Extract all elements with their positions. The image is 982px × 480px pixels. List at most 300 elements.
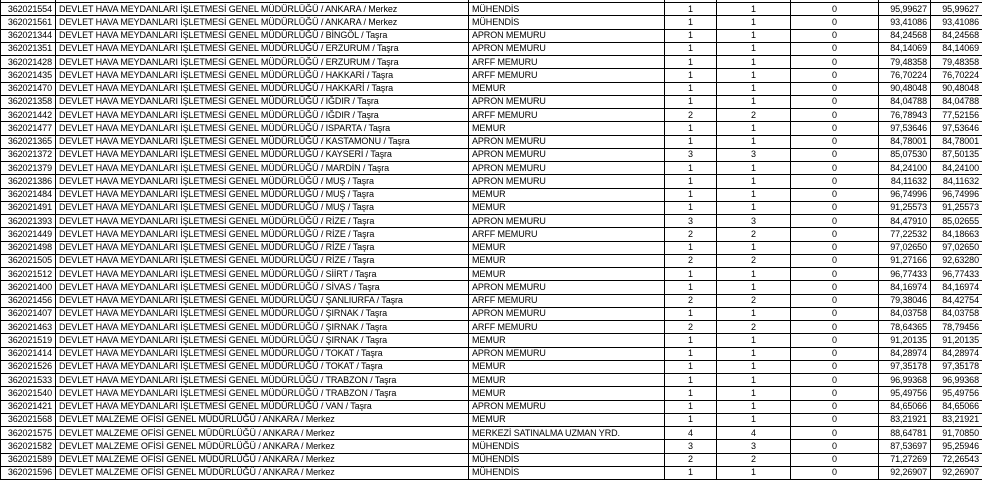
cell-min-score: 92,26907 (879, 466, 931, 479)
cell-institution: DEVLET HAVA MEYDANLARI İŞLETMESİ GENEL MÜDÜRLÜĞÜ / ŞIRNAK / Taşra (56, 334, 469, 347)
cell-position-title: APRON MEMURU (469, 347, 665, 360)
cell-max-score: 84,24100 (931, 162, 982, 175)
cell-min-score: 90,48048 (879, 82, 931, 95)
cell-placed-count: 1 (717, 466, 791, 479)
cell-empty-count: 0 (791, 135, 879, 148)
cell-placed-count: 2 (717, 228, 791, 241)
cell-empty-count: 0 (791, 228, 879, 241)
cell-institution: DEVLET HAVA MEYDANLARI İŞLETMESİ GENEL MÜDÜRLÜĞÜ / MUŞ / Taşra (56, 175, 469, 188)
cell-max-score: 92,26907 (931, 466, 982, 479)
cell-candidate-code: 362021358 (1, 95, 56, 108)
cell-institution: DEVLET HAVA MEYDANLARI İŞLETMESİ GENEL MÜDÜRLÜĞÜ / HAKKARİ / Taşra (56, 82, 469, 95)
cell-institution: DEVLET HAVA MEYDANLARI İŞLETMESİ GENEL MÜDÜRLÜĞÜ / RİZE / Taşra (56, 254, 469, 267)
cell-quota: 1 (665, 122, 717, 135)
table-row (1, 56, 982, 69)
table-row (1, 307, 982, 320)
cell-max-score: 85,02655 (931, 215, 982, 228)
cell-empty-count: 0 (791, 413, 879, 426)
cell-quota: 1 (665, 281, 717, 294)
cell-institution: DEVLET MALZEME OFİSİ GENEL MÜDÜRLÜĞÜ / ANKARA / Merkez (56, 440, 469, 453)
cell-max-score: 93,41086 (931, 16, 982, 29)
cell-quota: 2 (665, 321, 717, 334)
cell-placed-count: 1 (717, 175, 791, 188)
cell-position-title: ARFF MEMURU (469, 56, 665, 69)
cell-empty-count: 0 (791, 334, 879, 347)
cell-placed-count: 1 (717, 29, 791, 42)
cell-candidate-code: 362021449 (1, 228, 56, 241)
cell-empty-count: 0 (791, 281, 879, 294)
cell-empty-count: 0 (791, 56, 879, 69)
cell-quota: 2 (665, 228, 717, 241)
cell-position-title: MEMUR (469, 201, 665, 214)
cell-institution: DEVLET HAVA MEYDANLARI İŞLETMESİ GENEL MÜDÜRLÜĞÜ / ISPARTA / Taşra (56, 122, 469, 135)
cell-min-score: 88,64781 (879, 427, 931, 440)
cell-placed-count: 2 (717, 294, 791, 307)
table-row (1, 95, 982, 108)
cell-candidate-code: 362021498 (1, 241, 56, 254)
cell-max-score: 95,25946 (931, 440, 982, 453)
cell-institution: DEVLET HAVA MEYDANLARI İŞLETMESİ GENEL MÜDÜRLÜĞÜ / RİZE / Taşra (56, 241, 469, 254)
cell-institution: DEVLET HAVA MEYDANLARI İŞLETMESİ GENEL MÜDÜRLÜĞÜ / IĞDIR / Taşra (56, 109, 469, 122)
cell-institution: DEVLET HAVA MEYDANLARI İŞLETMESİ GENEL MÜDÜRLÜĞÜ / TOKAT / Taşra (56, 347, 469, 360)
table-row (1, 109, 982, 122)
cell-candidate-code: 362021512 (1, 268, 56, 281)
cell-position-title: APRON MEMURU (469, 135, 665, 148)
cell-empty-count: 0 (791, 347, 879, 360)
cell-min-score: 79,38046 (879, 294, 931, 307)
cell-min-score: 78,64365 (879, 321, 931, 334)
cell-empty-count: 0 (791, 3, 879, 16)
cell-max-score: 83,21921 (931, 413, 982, 426)
cell-empty-count: 0 (791, 387, 879, 400)
cell-position-title: APRON MEMURU (469, 215, 665, 228)
cell-placed-count: 1 (717, 188, 791, 201)
cell-institution: DEVLET HAVA MEYDANLARI İŞLETMESİ GENEL MÜDÜRLÜĞÜ / TRABZON / Taşra (56, 387, 469, 400)
cell-candidate-code: 362021386 (1, 175, 56, 188)
cell-institution: DEVLET HAVA MEYDANLARI İŞLETMESİ GENEL MÜDÜRLÜĞÜ / TRABZON / Taşra (56, 374, 469, 387)
cell-quota: 1 (665, 135, 717, 148)
cell-max-score: 72,26543 (931, 453, 982, 466)
cell-placed-count: 3 (717, 215, 791, 228)
cell-placed-count: 1 (717, 374, 791, 387)
cell-placed-count: 1 (717, 334, 791, 347)
table-row (1, 387, 982, 400)
cell-institution: DEVLET HAVA MEYDANLARI İŞLETMESİ GENEL MÜDÜRLÜĞÜ / SİVAS / Taşra (56, 281, 469, 294)
cell-candidate-code: 362021533 (1, 374, 56, 387)
cell-empty-count: 0 (791, 360, 879, 373)
cell-min-score: 84,28974 (879, 347, 931, 360)
cell-quota: 3 (665, 440, 717, 453)
cell-placed-count: 1 (717, 69, 791, 82)
cell-max-score: 97,53646 (931, 122, 982, 135)
cell-max-score: 84,04788 (931, 95, 982, 108)
cell-candidate-code: 362021456 (1, 294, 56, 307)
cell-max-score: 84,16974 (931, 281, 982, 294)
cell-institution: DEVLET MALZEME OFİSİ GENEL MÜDÜRLÜĞÜ / ANKARA / Merkez (56, 413, 469, 426)
cell-quota: 1 (665, 69, 717, 82)
table-row (1, 241, 982, 254)
cell-empty-count: 0 (791, 241, 879, 254)
cell-min-score: 71,27269 (879, 453, 931, 466)
table-row (1, 281, 982, 294)
cell-position-title: MEMUR (469, 188, 665, 201)
table-row (1, 69, 982, 82)
cell-max-score: 84,42754 (931, 294, 982, 307)
cell-quota: 1 (665, 42, 717, 55)
cell-institution: DEVLET HAVA MEYDANLARI İŞLETMESİ GENEL MÜDÜRLÜĞÜ / KAYSERİ / Taşra (56, 148, 469, 161)
cell-min-score: 95,49756 (879, 387, 931, 400)
cell-quota: 1 (665, 95, 717, 108)
cell-candidate-code: 362021372 (1, 148, 56, 161)
cell-empty-count: 0 (791, 69, 879, 82)
cell-placed-count: 1 (717, 16, 791, 29)
table-row (1, 82, 982, 95)
cell-placed-count: 2 (717, 321, 791, 334)
cell-min-score: 91,25573 (879, 201, 931, 214)
cell-max-score: 78,79456 (931, 321, 982, 334)
cell-institution: DEVLET MALZEME OFİSİ GENEL MÜDÜRLÜĞÜ / ANKARA / Merkez (56, 466, 469, 479)
cell-min-score: 91,20135 (879, 334, 931, 347)
cell-max-score: 76,70224 (931, 69, 982, 82)
cell-institution: DEVLET HAVA MEYDANLARI İŞLETMESİ GENEL MÜDÜRLÜĞÜ / ANKARA / Merkez (56, 16, 469, 29)
table-row (1, 188, 982, 201)
cell-quota: 1 (665, 16, 717, 29)
cell-placed-count: 2 (717, 254, 791, 267)
cell-quota: 1 (665, 334, 717, 347)
table-row (1, 374, 982, 387)
cell-min-score: 84,78001 (879, 135, 931, 148)
cell-position-title: APRON MEMURU (469, 29, 665, 42)
cell-max-score: 84,18663 (931, 228, 982, 241)
cell-max-score: 92,63280 (931, 254, 982, 267)
cell-max-score: 96,74996 (931, 188, 982, 201)
cell-institution: DEVLET HAVA MEYDANLARI İŞLETMESİ GENEL MÜDÜRLÜĞÜ / MUŞ / Taşra (56, 188, 469, 201)
cell-placed-count: 4 (717, 427, 791, 440)
table-row (1, 201, 982, 214)
cell-placed-count: 1 (717, 56, 791, 69)
cell-position-title: APRON MEMURU (469, 95, 665, 108)
cell-quota: 1 (665, 413, 717, 426)
cell-candidate-code: 362021344 (1, 29, 56, 42)
cell-min-score: 91,27166 (879, 254, 931, 267)
cell-quota: 1 (665, 387, 717, 400)
cell-position-title: APRON MEMURU (469, 281, 665, 294)
cell-min-score: 87,53697 (879, 440, 931, 453)
cell-min-score: 97,53646 (879, 122, 931, 135)
table-row (1, 321, 982, 334)
cell-quota: 3 (665, 148, 717, 161)
cell-max-score: 77,52156 (931, 109, 982, 122)
cell-min-score: 84,65066 (879, 400, 931, 413)
cell-empty-count: 0 (791, 268, 879, 281)
cell-institution: DEVLET HAVA MEYDANLARI İŞLETMESİ GENEL MÜDÜRLÜĞÜ / TOKAT / Taşra (56, 360, 469, 373)
cell-max-score: 91,25573 (931, 201, 982, 214)
cell-position-title: ARFF MEMURU (469, 321, 665, 334)
cell-placed-count: 1 (717, 122, 791, 135)
cell-placed-count: 1 (717, 281, 791, 294)
cell-institution: DEVLET HAVA MEYDANLARI İŞLETMESİ GENEL MÜDÜRLÜĞÜ / ŞANLIURFA / Taşra (56, 294, 469, 307)
cell-max-score: 87,50135 (931, 148, 982, 161)
cell-max-score: 95,99627 (931, 3, 982, 16)
cell-placed-count: 1 (717, 201, 791, 214)
cell-quota: 2 (665, 294, 717, 307)
cell-max-score: 91,20135 (931, 334, 982, 347)
cell-empty-count: 0 (791, 254, 879, 267)
table-row (1, 427, 982, 440)
table-row (1, 294, 982, 307)
cell-quota: 1 (665, 360, 717, 373)
cell-placed-count: 2 (717, 109, 791, 122)
table-row (1, 268, 982, 281)
cell-position-title: MÜHENDİS (469, 453, 665, 466)
cell-candidate-code: 362021491 (1, 201, 56, 214)
cell-position-title: MÜHENDİS (469, 3, 665, 16)
cell-institution: DEVLET MALZEME OFİSİ GENEL MÜDÜRLÜĞÜ / ANKARA / Merkez (56, 453, 469, 466)
cell-empty-count: 0 (791, 42, 879, 55)
cell-min-score: 84,16974 (879, 281, 931, 294)
cell-placed-count: 1 (717, 95, 791, 108)
table-row (1, 135, 982, 148)
cell-quota: 1 (665, 162, 717, 175)
cell-max-score: 84,03758 (931, 307, 982, 320)
cell-min-score: 84,14069 (879, 42, 931, 55)
cell-candidate-code: 362021463 (1, 321, 56, 334)
cell-quota: 4 (665, 427, 717, 440)
cell-placed-count: 1 (717, 268, 791, 281)
cell-max-score: 90,48048 (931, 82, 982, 95)
cell-position-title: MEMUR (469, 122, 665, 135)
cell-position-title: MEMUR (469, 254, 665, 267)
cell-position-title: MEMUR (469, 374, 665, 387)
cell-min-score: 85,07530 (879, 148, 931, 161)
cell-empty-count: 0 (791, 374, 879, 387)
cell-max-score: 84,24568 (931, 29, 982, 42)
cell-institution: DEVLET HAVA MEYDANLARI İŞLETMESİ GENEL MÜDÜRLÜĞÜ / HAKKARİ / Taşra (56, 69, 469, 82)
cell-max-score: 97,02650 (931, 241, 982, 254)
cell-candidate-code: 362021582 (1, 440, 56, 453)
table-row (1, 453, 982, 466)
table-row (1, 440, 982, 453)
cell-institution: DEVLET HAVA MEYDANLARI İŞLETMESİ GENEL MÜDÜRLÜĞÜ / MUŞ / Taşra (56, 201, 469, 214)
table-row (1, 162, 982, 175)
cell-min-score: 96,77433 (879, 268, 931, 281)
cell-placed-count: 1 (717, 3, 791, 16)
cell-candidate-code: 362021589 (1, 453, 56, 466)
cell-candidate-code: 362021351 (1, 42, 56, 55)
cell-position-title: MEMUR (469, 334, 665, 347)
cell-position-title: APRON MEMURU (469, 162, 665, 175)
table-row (1, 122, 982, 135)
cell-quota: 1 (665, 175, 717, 188)
cell-placed-count: 1 (717, 400, 791, 413)
cell-position-title: MÜHENDİS (469, 16, 665, 29)
cell-institution: DEVLET HAVA MEYDANLARI İŞLETMESİ GENEL MÜDÜRLÜĞÜ / KASTAMONU / Taşra (56, 135, 469, 148)
table-row (1, 413, 982, 426)
cell-institution: DEVLET HAVA MEYDANLARI İŞLETMESİ GENEL MÜDÜRLÜĞÜ / SİİRT / Taşra (56, 268, 469, 281)
cell-quota: 1 (665, 466, 717, 479)
cell-institution: DEVLET HAVA MEYDANLARI İŞLETMESİ GENEL MÜDÜRLÜĞÜ / BİNGÖL / Taşra (56, 29, 469, 42)
table-row (1, 254, 982, 267)
cell-max-score: 84,78001 (931, 135, 982, 148)
cell-institution: DEVLET MALZEME OFİSİ GENEL MÜDÜRLÜĞÜ / ANKARA / Merkez (56, 427, 469, 440)
cell-min-score: 95,99627 (879, 3, 931, 16)
cell-min-score: 84,04788 (879, 95, 931, 108)
cell-empty-count: 0 (791, 321, 879, 334)
cell-max-score: 84,65066 (931, 400, 982, 413)
cell-candidate-code: 362021540 (1, 387, 56, 400)
table-row (1, 16, 982, 29)
cell-empty-count: 0 (791, 215, 879, 228)
cell-quota: 2 (665, 109, 717, 122)
cell-position-title: ARFF MEMURU (469, 109, 665, 122)
cell-candidate-code: 362021596 (1, 466, 56, 479)
cell-empty-count: 0 (791, 466, 879, 479)
cell-min-score: 84,24100 (879, 162, 931, 175)
cell-position-title: MEMUR (469, 268, 665, 281)
cell-empty-count: 0 (791, 175, 879, 188)
cell-candidate-code: 362021561 (1, 16, 56, 29)
cell-candidate-code: 362021421 (1, 400, 56, 413)
cell-institution: DEVLET HAVA MEYDANLARI İŞLETMESİ GENEL MÜDÜRLÜĞÜ / MARDİN / Taşra (56, 162, 469, 175)
cell-position-title: MERKEZİ SATINALMA UZMAN YRD. (469, 427, 665, 440)
cell-placed-count: 1 (717, 360, 791, 373)
cell-candidate-code: 362021435 (1, 69, 56, 82)
cell-quota: 1 (665, 56, 717, 69)
cell-quota: 1 (665, 3, 717, 16)
cell-empty-count: 0 (791, 307, 879, 320)
cell-candidate-code: 362021505 (1, 254, 56, 267)
cell-institution: DEVLET HAVA MEYDANLARI İŞLETMESİ GENEL MÜDÜRLÜĞÜ / ERZURUM / Taşra (56, 42, 469, 55)
cell-max-score: 96,99368 (931, 374, 982, 387)
cell-position-title: APRON MEMURU (469, 400, 665, 413)
cell-candidate-code: 362021575 (1, 427, 56, 440)
cell-empty-count: 0 (791, 162, 879, 175)
table-row (1, 360, 982, 373)
cell-placed-count: 1 (717, 347, 791, 360)
cell-candidate-code: 362021379 (1, 162, 56, 175)
table-row (1, 466, 982, 479)
cell-candidate-code: 362021484 (1, 188, 56, 201)
cell-candidate-code: 362021568 (1, 413, 56, 426)
cell-placed-count: 2 (717, 453, 791, 466)
cell-candidate-code: 362021400 (1, 281, 56, 294)
table-row (1, 148, 982, 161)
table-row (1, 29, 982, 42)
cell-candidate-code: 362021526 (1, 360, 56, 373)
cell-empty-count: 0 (791, 16, 879, 29)
cell-empty-count: 0 (791, 148, 879, 161)
cell-candidate-code: 362021428 (1, 56, 56, 69)
cell-placed-count: 1 (717, 413, 791, 426)
cell-quota: 1 (665, 268, 717, 281)
cell-empty-count: 0 (791, 400, 879, 413)
cell-empty-count: 0 (791, 188, 879, 201)
cell-empty-count: 0 (791, 29, 879, 42)
cell-quota: 1 (665, 188, 717, 201)
cell-position-title: ARFF MEMURU (469, 69, 665, 82)
cell-max-score: 79,48358 (931, 56, 982, 69)
placement-table-body (1, 0, 982, 480)
cell-empty-count: 0 (791, 95, 879, 108)
cell-quota: 1 (665, 347, 717, 360)
cell-min-score: 83,21921 (879, 413, 931, 426)
cell-max-score: 84,14069 (931, 42, 982, 55)
cell-position-title: APRON MEMURU (469, 148, 665, 161)
table-row (1, 334, 982, 347)
cell-candidate-code: 362021470 (1, 82, 56, 95)
table-row (1, 347, 982, 360)
cell-quota: 1 (665, 201, 717, 214)
cell-position-title: APRON MEMURU (469, 175, 665, 188)
cell-placed-count: 1 (717, 241, 791, 254)
cell-quota: 1 (665, 400, 717, 413)
cell-candidate-code: 362021477 (1, 122, 56, 135)
cell-institution: DEVLET HAVA MEYDANLARI İŞLETMESİ GENEL MÜDÜRLÜĞÜ / ANKARA / Merkez (56, 3, 469, 16)
cell-candidate-code: 362021414 (1, 347, 56, 360)
cell-min-score: 77,22532 (879, 228, 931, 241)
cell-min-score: 96,99368 (879, 374, 931, 387)
cell-quota: 1 (665, 307, 717, 320)
cell-min-score: 96,74996 (879, 188, 931, 201)
cell-min-score: 76,78943 (879, 109, 931, 122)
cell-candidate-code: 362021407 (1, 307, 56, 320)
table-row (1, 215, 982, 228)
cell-position-title: APRON MEMURU (469, 42, 665, 55)
cell-min-score: 84,03758 (879, 307, 931, 320)
cell-empty-count: 0 (791, 440, 879, 453)
cell-max-score: 84,11632 (931, 175, 982, 188)
cell-institution: DEVLET HAVA MEYDANLARI İŞLETMESİ GENEL MÜDÜRLÜĞÜ / IĞDIR / Taşra (56, 95, 469, 108)
cell-position-title: ARFF MEMURU (469, 228, 665, 241)
cell-institution: DEVLET HAVA MEYDANLARI İŞLETMESİ GENEL MÜDÜRLÜĞÜ / RİZE / Taşra (56, 228, 469, 241)
cell-placed-count: 1 (717, 42, 791, 55)
cell-min-score: 84,24568 (879, 29, 931, 42)
cell-min-score: 97,35178 (879, 360, 931, 373)
cell-institution: DEVLET HAVA MEYDANLARI İŞLETMESİ GENEL MÜDÜRLÜĞÜ / ŞIRNAK / Taşra (56, 321, 469, 334)
cell-empty-count: 0 (791, 109, 879, 122)
cell-max-score: 84,28974 (931, 347, 982, 360)
cell-min-score: 79,48358 (879, 56, 931, 69)
cell-placed-count: 3 (717, 148, 791, 161)
cell-position-title: MEMUR (469, 413, 665, 426)
cell-position-title: MEMUR (469, 82, 665, 95)
cell-quota: 1 (665, 374, 717, 387)
cell-quota: 1 (665, 241, 717, 254)
cell-position-title: APRON MEMURU (469, 307, 665, 320)
cell-quota: 3 (665, 215, 717, 228)
cell-position-title: ARFF MEMURU (469, 294, 665, 307)
cell-empty-count: 0 (791, 453, 879, 466)
cell-position-title: MEMUR (469, 387, 665, 400)
cell-quota: 2 (665, 254, 717, 267)
cell-empty-count: 0 (791, 294, 879, 307)
table-row (1, 175, 982, 188)
cell-position-title: MÜHENDİS (469, 440, 665, 453)
cell-position-title: MEMUR (469, 241, 665, 254)
cell-placed-count: 1 (717, 387, 791, 400)
cell-placed-count: 1 (717, 307, 791, 320)
cell-candidate-code: 362021393 (1, 215, 56, 228)
cell-institution: DEVLET HAVA MEYDANLARI İŞLETMESİ GENEL MÜDÜRLÜĞÜ / ERZURUM / Taşra (56, 56, 469, 69)
cell-placed-count: 1 (717, 82, 791, 95)
cell-empty-count: 0 (791, 82, 879, 95)
cell-institution: DEVLET HAVA MEYDANLARI İŞLETMESİ GENEL MÜDÜRLÜĞÜ / VAN / Taşra (56, 400, 469, 413)
cell-min-score: 76,70224 (879, 69, 931, 82)
cell-quota: 1 (665, 82, 717, 95)
cell-max-score: 91,70850 (931, 427, 982, 440)
cell-placed-count: 1 (717, 162, 791, 175)
cell-candidate-code: 362021554 (1, 3, 56, 16)
